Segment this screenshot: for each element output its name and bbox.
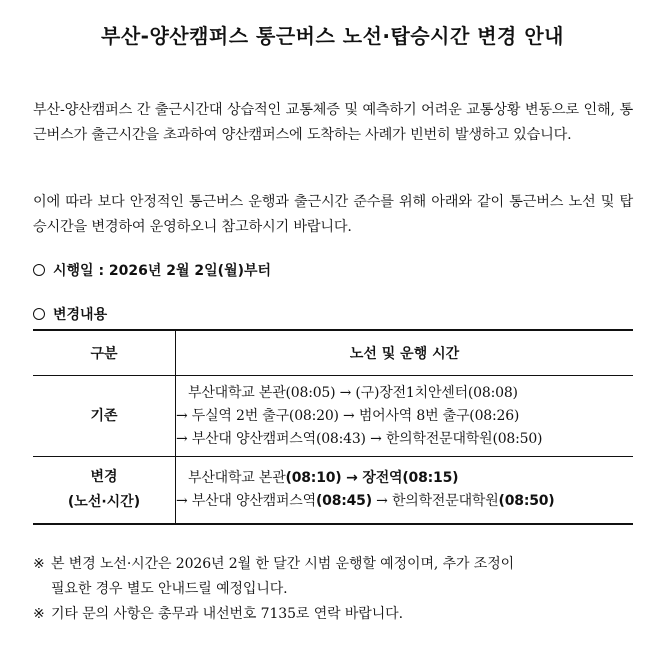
effective-date-text: 시행일 : 2026년 2월 2일(월)부터 <box>53 263 272 279</box>
after-label: 변경 <box>90 469 118 485</box>
after-label-sub: (노선·시간) <box>67 494 141 510</box>
reference-mark: ※ <box>33 556 45 572</box>
note-trial-operation <box>33 552 633 602</box>
after-route-changed: (08:50) <box>498 493 555 509</box>
note-text-continued: 필요한 경우 별도 안내드릴 예정입니다. <box>51 581 288 597</box>
before-route-line: → 두실역 2번 출구(08:20) → 범어사역 8번 출구(08:26) <box>176 407 520 424</box>
reference-mark: ※ <box>33 606 45 622</box>
after-route-stop: 부산대학교 본관 <box>188 470 286 486</box>
page-title: 부산-양산캠퍼스 통근버스 노선·탑승시간 변경 안내 <box>101 24 564 48</box>
note-contact <box>33 602 633 627</box>
changes-heading-text: 변경내용 <box>53 307 108 323</box>
header-category: 구분 <box>33 330 176 376</box>
table-row-after <box>33 457 633 525</box>
table-header-row <box>33 330 633 376</box>
before-route-line: 부산대학교 본관(08:05) → (구)장전1치안센터(08:08) <box>188 384 518 401</box>
after-route-changed: (08:10) → 장전역(08:15) <box>285 470 459 486</box>
before-route-cell <box>176 376 634 457</box>
note-text: 기타 문의 사항은 총무과 내선번호 7135로 연락 바랍니다. <box>51 606 403 622</box>
circle-bullet-icon <box>33 308 45 320</box>
intro-paragraph: 부산-양산캠퍼스 간 출근시간대 상습적인 교통체증 및 예측하기 어려운 교통상황 변동으로 인해, 통근버스가 출근시간을 초과하여 양산캠퍼스에 도착하는 사례가 빈번히 발생하고 있습니다. <box>33 102 633 143</box>
effective-date-line <box>33 260 271 280</box>
after-route-changed: (08:45) <box>315 493 372 509</box>
after-route-stop: → 부산대 양산캠퍼스역 <box>176 493 316 509</box>
circle-bullet-icon <box>33 264 45 276</box>
purpose-paragraph: 이에 따라 보다 안정적인 통근버스 운행과 출근시간 준수를 위해 아래와 같이 통근버스 노선 및 탑승시간을 변경하여 운영하오니 참고하시기 바랍니다. <box>33 194 633 235</box>
before-label: 기존 <box>33 376 176 457</box>
table-row-before <box>33 376 633 457</box>
route-table <box>33 329 633 525</box>
after-route-stop: → 한의학전문대학원 <box>371 493 499 509</box>
changes-heading <box>33 304 107 324</box>
after-route-line <box>176 490 633 513</box>
after-label-cell <box>33 457 176 525</box>
note-text: 본 변경 노선·시간은 2026년 2월 한 달간 시범 운행할 예정이며, 추가 조정이 <box>51 556 515 572</box>
after-route-cell <box>176 457 634 525</box>
before-route-line: → 부산대 양산캠퍼스역(08:43) → 한의학전문대학원(08:50) <box>176 430 543 447</box>
after-route-line <box>176 467 633 490</box>
header-route-time: 노선 및 운행 시간 <box>176 330 634 376</box>
